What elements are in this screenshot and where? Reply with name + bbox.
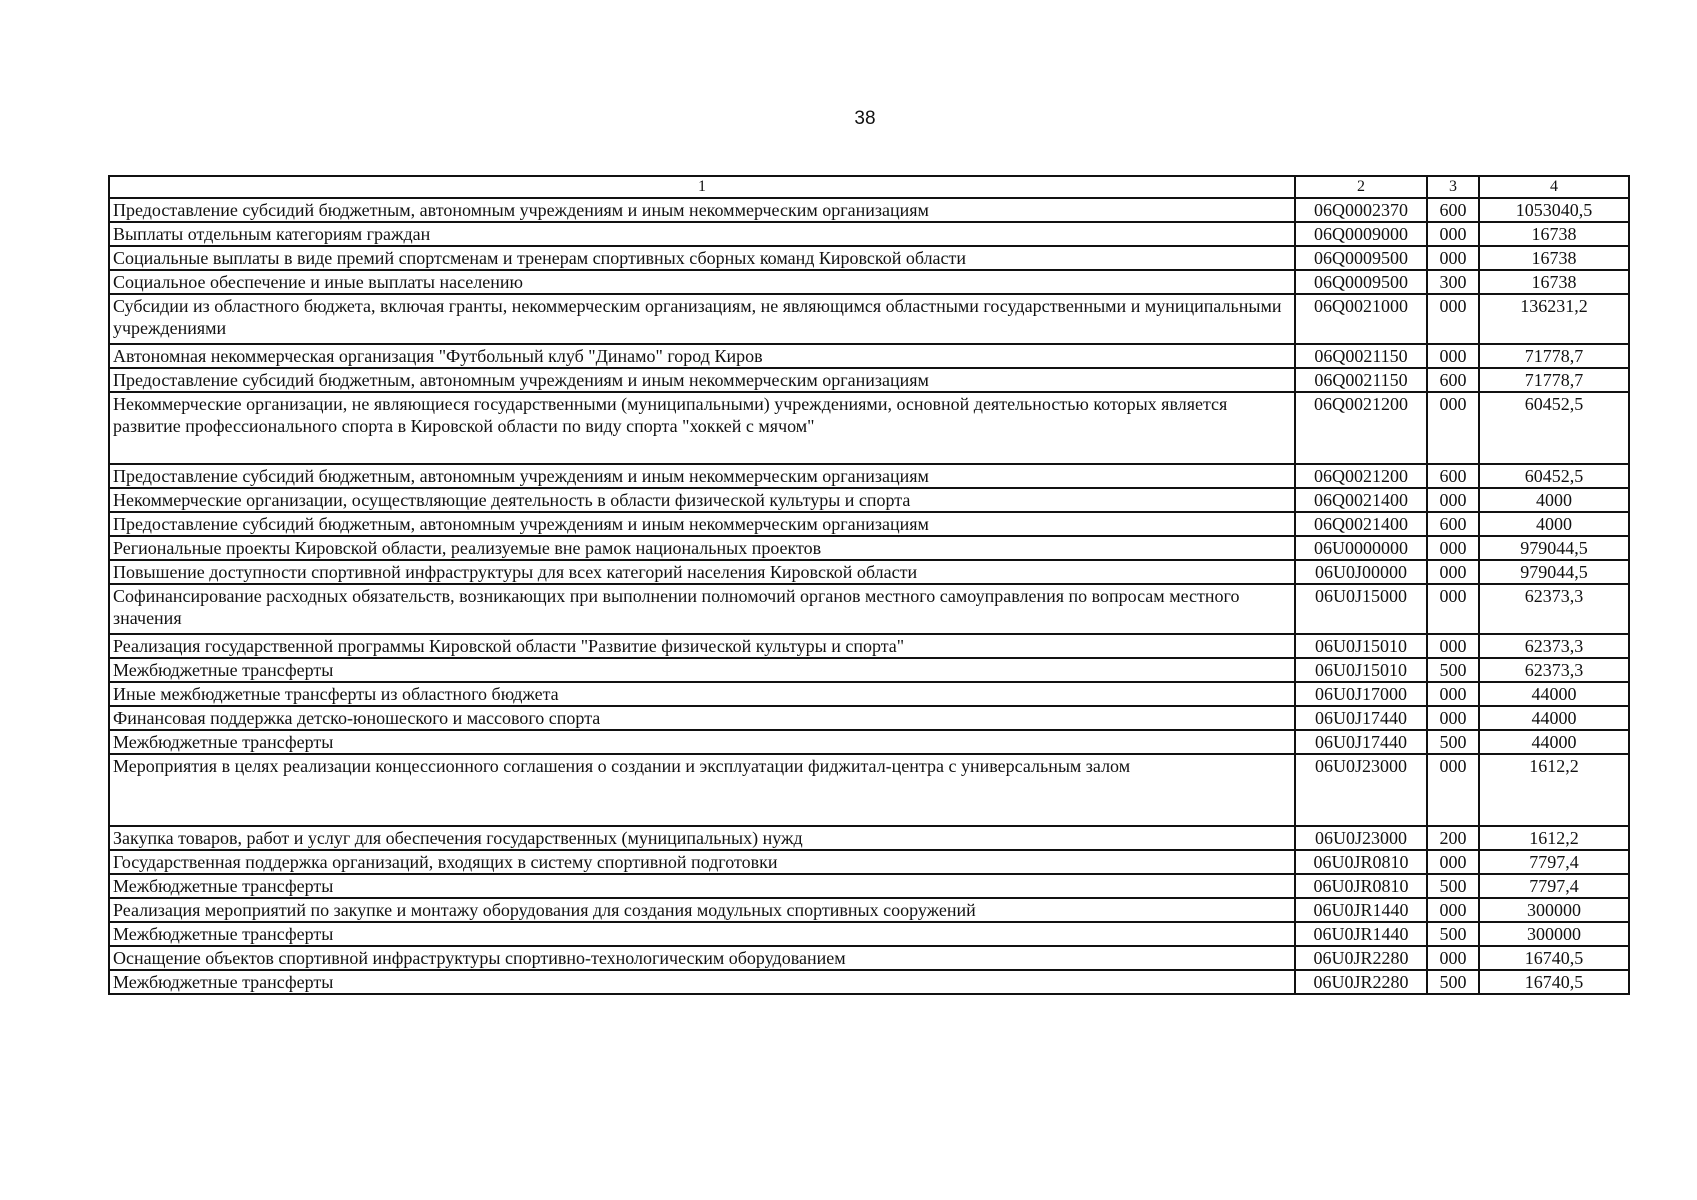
table-row <box>109 946 1629 970</box>
row-sum-cell: 136231,2 <box>1479 294 1629 344</box>
table-row <box>109 222 1629 246</box>
row-name-cell: Субсидии из областного бюджета, включая гранты, некоммерческим организациям, не являющимся областными государственными и муниципальными учреждениями <box>109 294 1295 344</box>
table-row <box>109 584 1629 634</box>
row-name-cell: Межбюджетные трансферты <box>109 874 1295 898</box>
row-code-cell: 06U0000000 <box>1295 536 1427 560</box>
header-col-1: 1 <box>109 176 1295 198</box>
row-name-cell: Предоставление субсидий бюджетным, автономным учреждениям и иным некоммерческим организациям <box>109 198 1295 222</box>
row-sum-cell: 1612,2 <box>1479 826 1629 850</box>
row-type-cell: 000 <box>1427 850 1479 874</box>
row-type-cell: 000 <box>1427 488 1479 512</box>
row-type-cell: 000 <box>1427 560 1479 584</box>
row-type-cell: 500 <box>1427 922 1479 946</box>
row-code-cell: 06Q0009500 <box>1295 270 1427 294</box>
row-type-cell: 000 <box>1427 754 1479 826</box>
row-sum-cell: 4000 <box>1479 488 1629 512</box>
table-row <box>109 270 1629 294</box>
row-name-cell: Софинансирование расходных обязательств, возникающих при выполнении полномочий органов местного самоуправления по вопросам местного значения <box>109 584 1295 634</box>
row-type-cell: 500 <box>1427 874 1479 898</box>
row-sum-cell: 71778,7 <box>1479 368 1629 392</box>
row-type-cell: 600 <box>1427 368 1479 392</box>
row-sum-cell: 62373,3 <box>1479 658 1629 682</box>
row-sum-cell: 4000 <box>1479 512 1629 536</box>
row-name-cell: Предоставление субсидий бюджетным, автономным учреждениям и иным некоммерческим организациям <box>109 368 1295 392</box>
row-code-cell: 06Q0021150 <box>1295 368 1427 392</box>
budget-table-body <box>109 176 1629 994</box>
row-sum-cell: 60452,5 <box>1479 464 1629 488</box>
row-code-cell: 06U0JR2280 <box>1295 970 1427 994</box>
row-code-cell: 06U0J00000 <box>1295 560 1427 584</box>
table-row <box>109 826 1629 850</box>
row-code-cell: 06U0J23000 <box>1295 754 1427 826</box>
row-name-cell: Некоммерческие организации, осуществляющие деятельность в области физической культуры и спорта <box>109 488 1295 512</box>
row-sum-cell: 16738 <box>1479 222 1629 246</box>
row-code-cell: 06Q0021200 <box>1295 464 1427 488</box>
table-row <box>109 898 1629 922</box>
row-name-cell: Автономная некоммерческая организация "Футбольный клуб "Динамо" город Киров <box>109 344 1295 368</box>
row-sum-cell: 300000 <box>1479 922 1629 946</box>
table-row <box>109 706 1629 730</box>
row-type-cell: 600 <box>1427 198 1479 222</box>
row-sum-cell: 44000 <box>1479 730 1629 754</box>
table-row <box>109 246 1629 270</box>
row-code-cell: 06U0JR2280 <box>1295 946 1427 970</box>
row-sum-cell: 16738 <box>1479 270 1629 294</box>
row-name-cell: Некоммерческие организации, не являющиеся государственными (муниципальными) учреждениями, основной деятельностью которых является развитие профессионального спорта в Кировской области по виду спорта "хоккей с мячом" <box>109 392 1295 464</box>
row-name-cell: Региональные проекты Кировской области, реализуемые вне рамок национальных проектов <box>109 536 1295 560</box>
row-type-cell: 000 <box>1427 344 1479 368</box>
row-name-cell: Межбюджетные трансферты <box>109 730 1295 754</box>
row-sum-cell: 62373,3 <box>1479 584 1629 634</box>
row-sum-cell: 7797,4 <box>1479 874 1629 898</box>
row-name-cell: Оснащение объектов спортивной инфраструктуры спортивно-технологическим оборудованием <box>109 946 1295 970</box>
row-type-cell: 000 <box>1427 222 1479 246</box>
header-col-4: 4 <box>1479 176 1629 198</box>
row-code-cell: 06Q0021150 <box>1295 344 1427 368</box>
table-row <box>109 970 1629 994</box>
row-type-cell: 000 <box>1427 706 1479 730</box>
row-type-cell: 000 <box>1427 682 1479 706</box>
row-sum-cell: 16740,5 <box>1479 970 1629 994</box>
row-type-cell: 600 <box>1427 512 1479 536</box>
row-code-cell: 06U0JR1440 <box>1295 898 1427 922</box>
row-name-cell: Межбюджетные трансферты <box>109 970 1295 994</box>
row-sum-cell: 300000 <box>1479 898 1629 922</box>
header-col-3: 3 <box>1427 176 1479 198</box>
table-row <box>109 294 1629 344</box>
row-sum-cell: 16738 <box>1479 246 1629 270</box>
table-row <box>109 368 1629 392</box>
row-name-cell: Повышение доступности спортивной инфраструктуры для всех категорий населения Кировской области <box>109 560 1295 584</box>
row-name-cell: Предоставление субсидий бюджетным, автономным учреждениям и иным некоммерческим организациям <box>109 464 1295 488</box>
row-code-cell: 06Q0009500 <box>1295 246 1427 270</box>
table-row <box>109 682 1629 706</box>
row-type-cell: 000 <box>1427 898 1479 922</box>
row-code-cell: 06Q0021000 <box>1295 294 1427 344</box>
row-code-cell: 06U0J15010 <box>1295 634 1427 658</box>
table-row <box>109 658 1629 682</box>
table-row <box>109 488 1629 512</box>
row-sum-cell: 60452,5 <box>1479 392 1629 464</box>
table-row <box>109 754 1629 826</box>
row-type-cell: 000 <box>1427 392 1479 464</box>
row-code-cell: 06U0J17000 <box>1295 682 1427 706</box>
row-sum-cell: 44000 <box>1479 682 1629 706</box>
row-type-cell: 000 <box>1427 946 1479 970</box>
row-name-cell: Иные межбюджетные трансферты из областного бюджета <box>109 682 1295 706</box>
page-number: 38 <box>854 108 876 129</box>
row-name-cell: Финансовая поддержка детско-юношеского и массового спорта <box>109 706 1295 730</box>
row-code-cell: 06U0J17440 <box>1295 706 1427 730</box>
budget-table <box>108 175 1630 995</box>
header-row <box>109 176 1629 198</box>
table-row <box>109 850 1629 874</box>
table-row <box>109 922 1629 946</box>
table-row <box>109 536 1629 560</box>
row-name-cell: Социальные выплаты в виде премий спортсменам и тренерам спортивных сборных команд Кировской области <box>109 246 1295 270</box>
row-name-cell: Предоставление субсидий бюджетным, автономным учреждениям и иным некоммерческим организациям <box>109 512 1295 536</box>
row-type-cell: 600 <box>1427 464 1479 488</box>
row-name-cell: Государственная поддержка организаций, входящих в систему спортивной подготовки <box>109 850 1295 874</box>
row-type-cell: 500 <box>1427 970 1479 994</box>
table-row <box>109 392 1629 464</box>
row-code-cell: 06U0JR1440 <box>1295 922 1427 946</box>
header-col-2: 2 <box>1295 176 1427 198</box>
row-sum-cell: 1053040,5 <box>1479 198 1629 222</box>
row-sum-cell: 979044,5 <box>1479 560 1629 584</box>
row-name-cell: Выплаты отдельным категориям граждан <box>109 222 1295 246</box>
row-code-cell: 06U0JR0810 <box>1295 850 1427 874</box>
row-type-cell: 000 <box>1427 634 1479 658</box>
row-type-cell: 000 <box>1427 584 1479 634</box>
row-type-cell: 000 <box>1427 294 1479 344</box>
table-row <box>109 634 1629 658</box>
row-name-cell: Социальное обеспечение и иные выплаты населению <box>109 270 1295 294</box>
row-name-cell: Реализация государственной программы Кировской области "Развитие физической культуры и спорта" <box>109 634 1295 658</box>
row-name-cell: Мероприятия в целях реализации концессионного соглашения о создании и эксплуатации фиджитал-центра с универсальным залом <box>109 754 1295 826</box>
table-row <box>109 730 1629 754</box>
row-code-cell: 06Q0021400 <box>1295 512 1427 536</box>
row-sum-cell: 62373,3 <box>1479 634 1629 658</box>
row-name-cell: Межбюджетные трансферты <box>109 658 1295 682</box>
row-type-cell: 200 <box>1427 826 1479 850</box>
table-row <box>109 874 1629 898</box>
row-code-cell: 06U0J23000 <box>1295 826 1427 850</box>
table-row <box>109 464 1629 488</box>
row-sum-cell: 1612,2 <box>1479 754 1629 826</box>
table-row <box>109 560 1629 584</box>
row-name-cell: Закупка товаров, работ и услуг для обеспечения государственных (муниципальных) нужд <box>109 826 1295 850</box>
row-sum-cell: 71778,7 <box>1479 344 1629 368</box>
row-code-cell: 06Q0009000 <box>1295 222 1427 246</box>
row-code-cell: 06U0J15000 <box>1295 584 1427 634</box>
table-row <box>109 198 1629 222</box>
row-type-cell: 000 <box>1427 246 1479 270</box>
row-code-cell: 06U0JR0810 <box>1295 874 1427 898</box>
row-name-cell: Межбюджетные трансферты <box>109 922 1295 946</box>
row-type-cell: 000 <box>1427 536 1479 560</box>
row-type-cell: 500 <box>1427 658 1479 682</box>
row-sum-cell: 16740,5 <box>1479 946 1629 970</box>
row-name-cell: Реализация мероприятий по закупке и монтажу оборудования для создания модульных спортивных сооружений <box>109 898 1295 922</box>
row-code-cell: 06Q0021400 <box>1295 488 1427 512</box>
row-type-cell: 500 <box>1427 730 1479 754</box>
table-row <box>109 344 1629 368</box>
row-sum-cell: 44000 <box>1479 706 1629 730</box>
row-sum-cell: 7797,4 <box>1479 850 1629 874</box>
row-type-cell: 300 <box>1427 270 1479 294</box>
row-code-cell: 06U0J15010 <box>1295 658 1427 682</box>
row-code-cell: 06Q0002370 <box>1295 198 1427 222</box>
row-sum-cell: 979044,5 <box>1479 536 1629 560</box>
row-code-cell: 06Q0021200 <box>1295 392 1427 464</box>
table-row <box>109 512 1629 536</box>
row-code-cell: 06U0J17440 <box>1295 730 1427 754</box>
